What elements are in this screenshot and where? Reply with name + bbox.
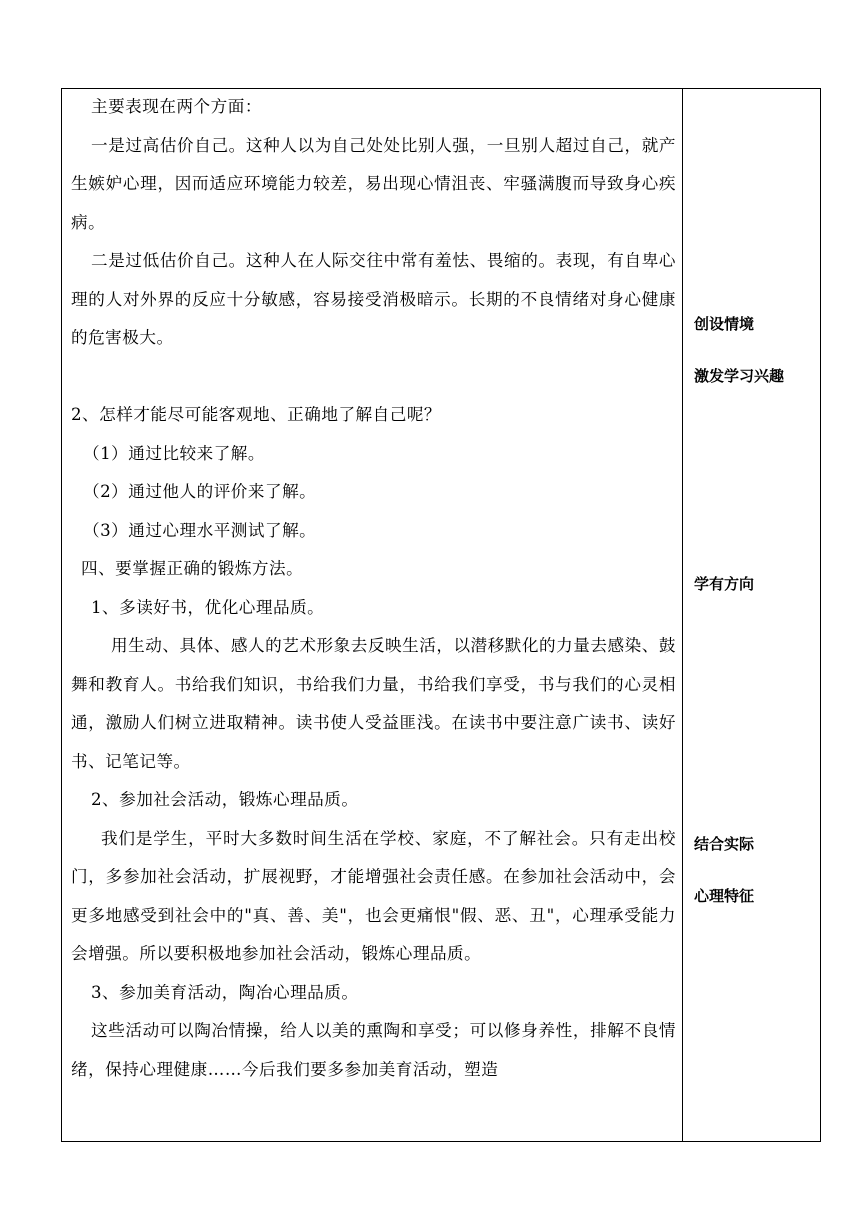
paragraph: （2）通过他人的评价来了解。 (83, 482, 317, 501)
column-divider (682, 88, 683, 1142)
paragraph: 二是过低估价自己。这种人在人际交往中常有羞怯、畏缩的。表现，有自卑心理的人对外界的反应十分敏感，容易接受消极暗示。长期的不良情绪对身心健康的危害极大。 (71, 251, 676, 347)
paragraph: （1）通过比较来了解。 (83, 443, 265, 463)
subheading: 1、多读好书，优化心理品质。 (91, 597, 325, 617)
side-note-line: 学有方向 (694, 575, 755, 593)
paragraph: 一是过高估价自己。这种人以为自己处处比别人强，一旦别人超过自己，就产生嫉妒心理，因而适应环境能力较差，易出现心情沮丧、牢骚满腹而导致身心疾病。 (71, 135, 676, 232)
side-note-line: 结合实际 (694, 835, 755, 853)
paragraph: 2、怎样才能尽可能客观地、正确地了解自己呢？ (71, 405, 442, 424)
side-note-2 (694, 574, 754, 594)
section-heading: 四、要掌握正确的锻炼方法。 (81, 559, 304, 578)
subheading: 2、参加社会活动，锻炼心理品质。 (91, 790, 359, 809)
side-note-line: 激发学习兴趣 (694, 367, 785, 385)
main-content-column (71, 88, 676, 1089)
side-note-line: 创设情境 (694, 315, 755, 333)
paragraph: 主要表现在两个方面： (91, 97, 262, 116)
side-note-3 (694, 834, 754, 906)
paragraph: 我们是学生，平时大多数时间生活在学校、家庭，不了解社会。只有走出校门，多参加社会活动，扩展视野，才能增强社会责任感。在参加社会活动中，会更多地感受到社会中的"真、善、美"，也会更痛恨"假、恶、丑"，心理承受能力会增强。所以要积极地参加社会活动，锻炼心理品质。 (71, 828, 676, 963)
blank-line (71, 358, 676, 397)
paragraph: 这些活动可以陶冶情操，给人以美的熏陶和享受；可以修身养性，排解不良情绪，保持心理健康……今后我们要多参加美育活动，塑造 (71, 1021, 676, 1079)
side-note-line: 心理特征 (694, 887, 755, 905)
subheading: 3、参加美育活动，陶冶心理品质。 (91, 982, 359, 1002)
side-note-1 (694, 314, 784, 386)
paragraph: （3）通过心理水平测试了解。 (83, 520, 317, 540)
paragraph: 用生动、具体、感人的艺术形象去反映生活，以潜移默化的力量去感染、鼓舞和教育人。书给我们知识，书给我们力量，书给我们享受，书与我们的心灵相通，激励人们树立进取精神。读书使人受益匪浅。在读书中要注意广读书、读好书、记笔记等。 (71, 636, 676, 771)
